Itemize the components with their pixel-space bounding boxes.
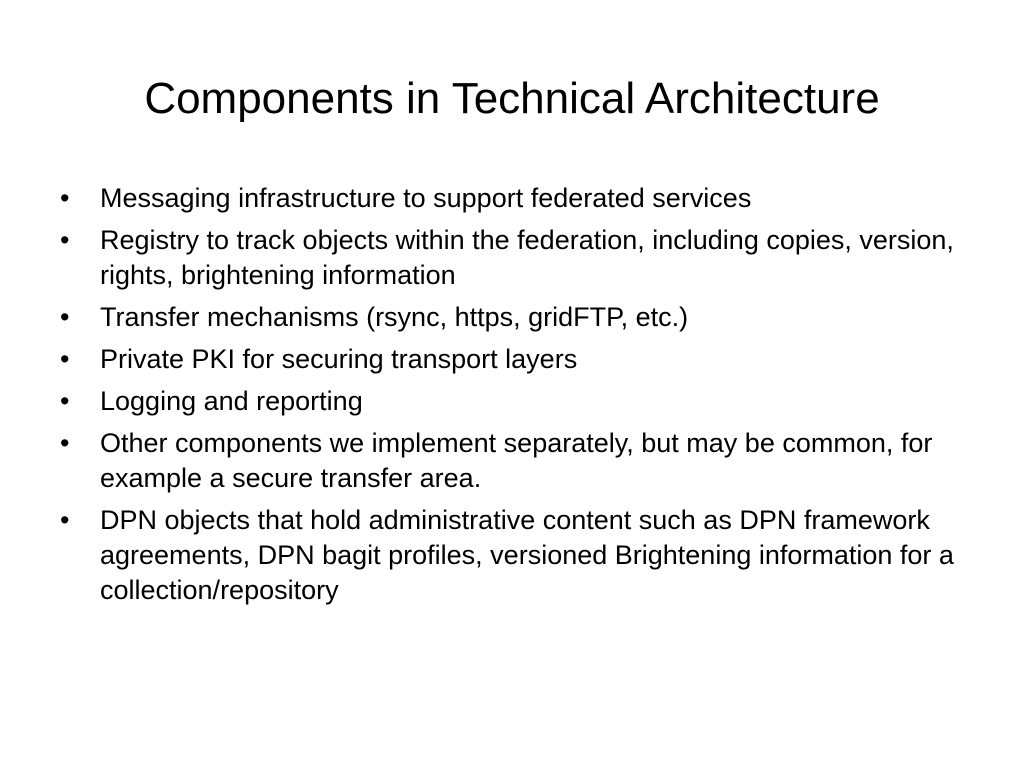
bullet-icon: • <box>60 183 70 213</box>
bullet-icon: • <box>60 386 70 416</box>
bullet-icon: • <box>60 225 70 255</box>
bullet-item-other-components <box>58 426 968 496</box>
bullet-text: Messaging infrastructure to support federated services <box>100 183 752 213</box>
bullet-text: Transfer mechanisms (rsync, https, gridFTP, etc.) <box>100 302 689 332</box>
bullet-item-logging <box>58 384 968 419</box>
bullet-list <box>58 181 968 615</box>
bullet-text: Registry to track objects within the federation, including copies, version, rights, brightening information <box>100 225 954 290</box>
bullet-text: Private PKI for securing transport layers <box>100 344 578 374</box>
slide-title: Components in Technical Architecture <box>144 74 880 123</box>
bullet-icon: • <box>60 302 70 332</box>
bullet-text: DPN objects that hold administrative content such as DPN framework agreements, DPN bagit profiles, versioned Brightening information for a collection/repository <box>100 505 954 605</box>
bullet-icon: • <box>60 344 70 374</box>
bullet-text: Other components we implement separately, but may be common, for example a secure transfer area. <box>100 428 933 493</box>
bullet-item-transfer <box>58 300 968 335</box>
bullet-item-messaging <box>58 181 968 216</box>
bullet-item-dpn-objects <box>58 503 968 608</box>
bullet-text: Logging and reporting <box>100 386 363 416</box>
bullet-item-registry <box>58 223 968 293</box>
bullet-item-pki <box>58 342 968 377</box>
bullet-icon: • <box>60 505 70 535</box>
bullet-icon: • <box>60 428 70 458</box>
